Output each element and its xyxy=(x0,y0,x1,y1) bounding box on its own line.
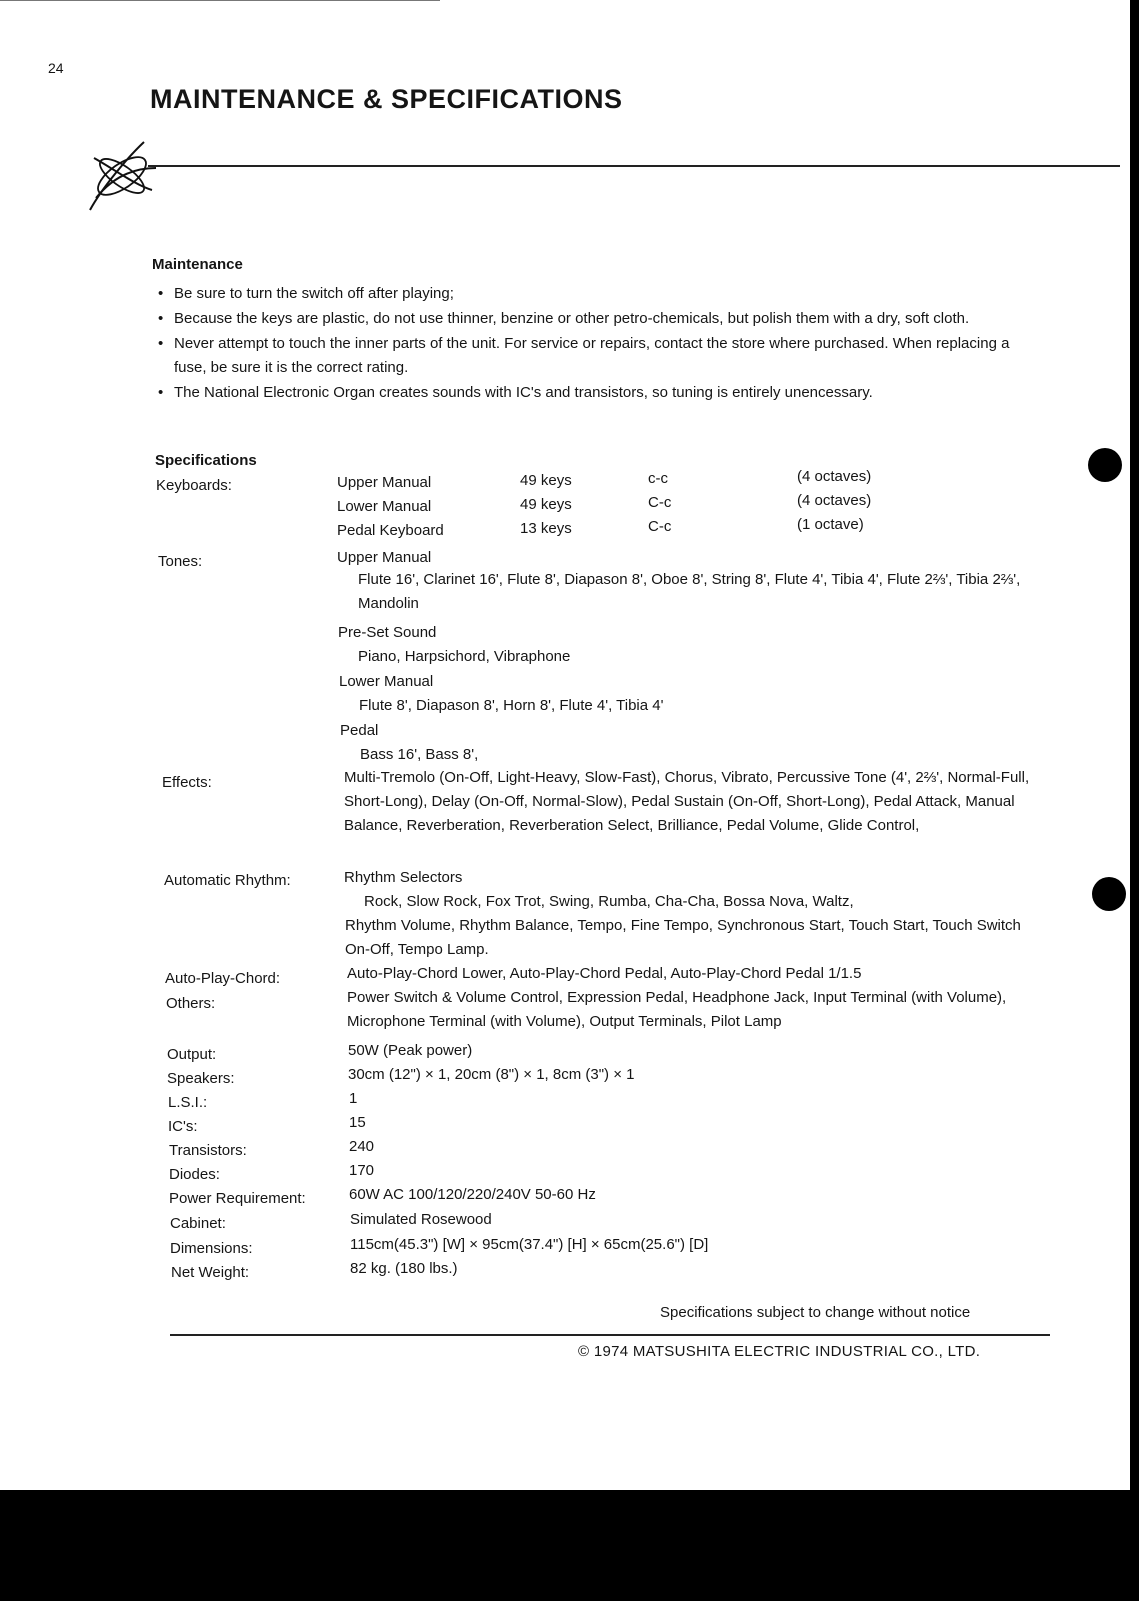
spec-row-value: 1 xyxy=(349,1090,358,1107)
maintenance-item: • Never attempt to touch the inner parts of the unit. For service or repairs, contact the store where purchased. When replacing a fuse, be sure it is the correct rating. xyxy=(158,332,1038,380)
tones-preset-heading: Pre-Set Sound xyxy=(338,624,437,641)
tones-pedal-heading: Pedal xyxy=(340,722,379,739)
keyboard-octaves: (4 octaves) xyxy=(797,468,872,485)
maintenance-list xyxy=(158,282,1038,406)
keyboard-octaves: (1 octave) xyxy=(797,516,864,533)
tones-pedal-list: Bass 16', Bass 8', xyxy=(360,746,479,763)
specifications-heading: Specifications xyxy=(155,452,257,469)
spec-row-label: L.S.I.: xyxy=(168,1094,208,1111)
effects-text: Multi-Tremolo (On-Off, Light-Heavy, Slow-Fast), Chorus, Vibrato, Percussive Tone (4', 2⅔', Normal-Full, Short-Long), Delay (On-Off, Normal-Slow), Pedal Sustain (On-Off, Short-Long), Pedal Attack, Manual Balance, Reverberation, Reverberation Select, Brilliance, Pedal Volume, Glide Control, xyxy=(344,769,1030,834)
spec-row-label: Transistors: xyxy=(169,1142,247,1159)
spec-row-value: 240 xyxy=(349,1138,375,1155)
auto-play-text: Auto-Play-Chord Lower, Auto-Play-Chord Pedal, Auto-Play-Chord Pedal 1/1.5 xyxy=(347,965,862,982)
spec-row-value: 60W AC 100/120/220/240V 50-60 Hz xyxy=(349,1186,596,1203)
spec-row-label: Power Requirement: xyxy=(169,1190,306,1207)
scan-border-right xyxy=(1130,0,1139,1601)
tones-preset-list: Piano, Harpsichord, Vibraphone xyxy=(358,648,571,665)
keyboard-name: Upper Manual xyxy=(337,474,432,491)
spec-row-label: Speakers: xyxy=(167,1070,235,1087)
tones-upper-list: Flute 16', Clarinet 16', Flute 8', Diapason 8', Oboe 8', String 8', Flute 4', Tibia 4', Flute 2⅔', Tibia 2⅔', Mandolin xyxy=(358,571,1021,612)
keyboard-range: c-c xyxy=(648,470,668,487)
spec-row-value: Simulated Rosewood xyxy=(350,1211,492,1228)
punch-hole xyxy=(1092,877,1126,911)
copyright: © 1974 MATSUSHITA ELECTRIC INDUSTRIAL CO., LTD. xyxy=(578,1343,981,1360)
spec-row-value: 115cm(45.3") [W] × 95cm(37.4") [H] × 65cm(25.6") [D] xyxy=(350,1236,709,1253)
spec-row-label: Dimensions: xyxy=(170,1240,253,1257)
maintenance-item: • Be sure to turn the switch off after playing; xyxy=(158,282,1038,306)
scan-edge xyxy=(0,0,440,5)
keyboard-keys: 49 keys xyxy=(520,496,572,513)
maintenance-item: • Because the keys are plastic, do not use thinner, benzine or other petro-chemicals, but polish them with a dry, soft cloth. xyxy=(158,307,1038,331)
spec-row-label: Cabinet: xyxy=(170,1215,226,1232)
spec-row-label: Diodes: xyxy=(169,1166,220,1183)
effects-label: Effects: xyxy=(162,774,212,791)
keyboard-octaves: (4 octaves) xyxy=(797,492,872,509)
tones-lower-heading: Lower Manual xyxy=(339,673,434,690)
spec-row-label: Output: xyxy=(167,1046,217,1063)
keyboards-label: Keyboards: xyxy=(156,477,232,494)
rhythm-heading: Rhythm Selectors xyxy=(344,869,463,886)
spec-row-label: IC's: xyxy=(168,1118,198,1135)
spec-row-label: Net Weight: xyxy=(171,1264,250,1281)
atom-logo-icon xyxy=(82,138,162,213)
keyboard-keys: 13 keys xyxy=(520,520,572,537)
keyboard-name: Lower Manual xyxy=(337,498,432,515)
keyboard-range: C-c xyxy=(648,518,672,535)
keyboard-name: Pedal Keyboard xyxy=(337,522,444,539)
maintenance-heading: Maintenance xyxy=(152,256,243,273)
punch-hole xyxy=(1088,448,1122,482)
page-title: MAINTENANCE & SPECIFICATIONS xyxy=(150,84,623,114)
specifications-notice: Specifications subject to change without notice xyxy=(660,1304,971,1321)
keyboard-keys: 49 keys xyxy=(520,472,572,489)
spec-row-value: 82 kg. (180 lbs.) xyxy=(350,1260,458,1277)
others-text: Power Switch & Volume Control, Expression Pedal, Headphone Jack, Input Terminal (with Volume), Microphone Terminal (with Volume), Output Terminals, Pilot Lamp xyxy=(347,989,1007,1030)
maintenance-item: • The National Electronic Organ creates sounds with IC's and transistors, so tuning is entirely unencessary. xyxy=(158,381,1038,405)
spec-row-value: 50W (Peak power) xyxy=(348,1042,473,1059)
auto-play-label: Auto-Play-Chord: xyxy=(165,970,281,987)
footer-rule xyxy=(170,1334,1050,1336)
others-label: Others: xyxy=(166,995,216,1012)
rhythm-label: Automatic Rhythm: xyxy=(164,872,291,889)
tones-upper-heading: Upper Manual xyxy=(337,549,432,566)
spec-row-value: 170 xyxy=(349,1162,375,1179)
keyboard-range: C-c xyxy=(648,494,672,511)
rhythm-controls: Rhythm Volume, Rhythm Balance, Tempo, Fine Tempo, Synchronous Start, Touch Start, Touch Switch On-Off, Tempo Lamp. xyxy=(345,917,1021,958)
spec-row-value: 30cm (12") × 1, 20cm (8") × 1, 8cm (3") × 1 xyxy=(348,1066,635,1083)
spec-row-value: 15 xyxy=(349,1114,366,1131)
scan-border-bottom xyxy=(0,1490,1139,1601)
tones-lower-list: Flute 8', Diapason 8', Horn 8', Flute 4', Tibia 4' xyxy=(359,697,664,714)
page-number: 24 xyxy=(48,60,64,76)
tones-label: Tones: xyxy=(158,553,203,570)
rhythm-selectors: Rock, Slow Rock, Fox Trot, Swing, Rumba, Cha-Cha, Bossa Nova, Waltz, xyxy=(364,893,854,910)
header-rule xyxy=(148,165,1120,167)
